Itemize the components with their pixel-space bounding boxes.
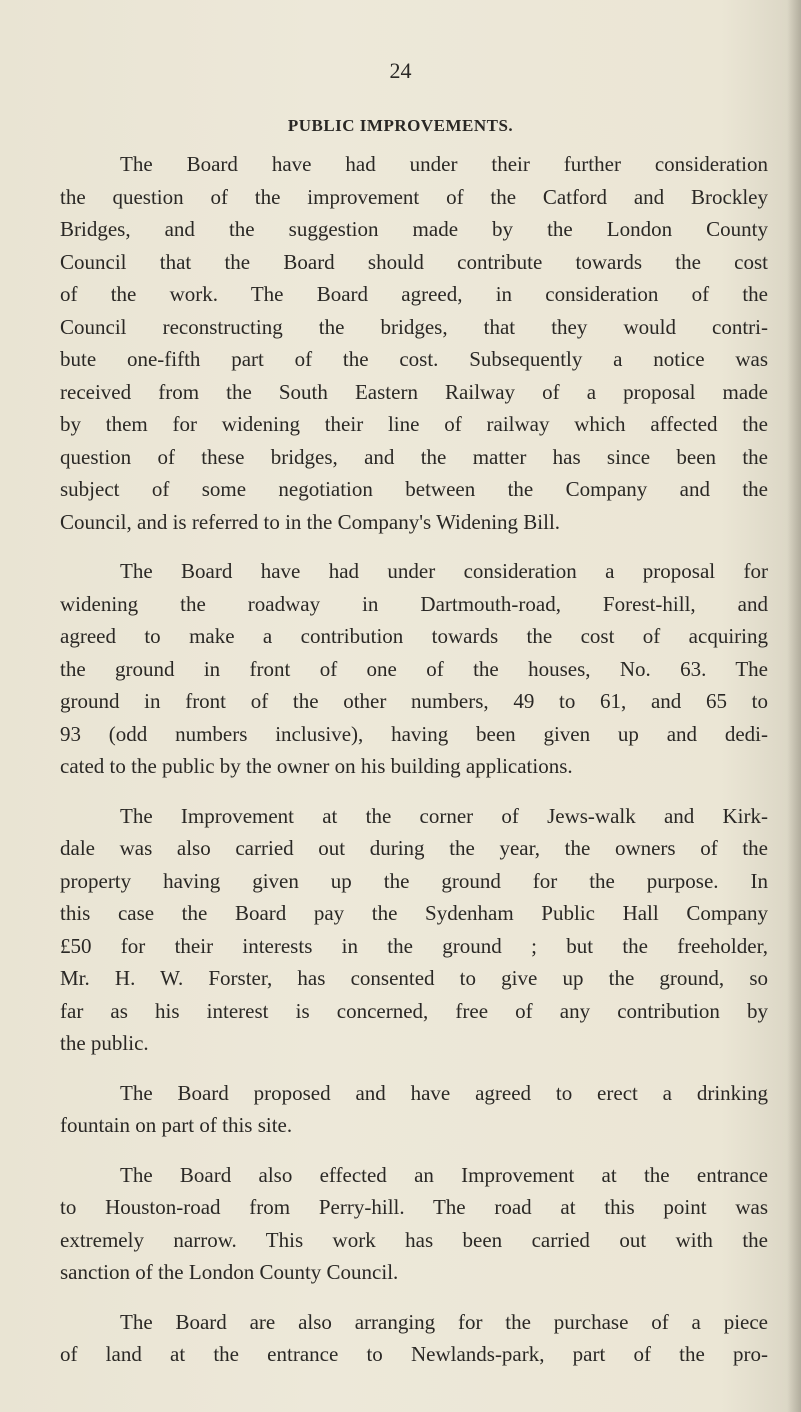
text-line: extremely narrow. This work has been carried out with the xyxy=(60,1227,768,1252)
text-line: Council, and is referred to in the Company's Widening Bill. xyxy=(60,509,561,534)
paragraph-newlands-park xyxy=(60,1306,768,1371)
text-line: 93 (odd numbers inclusive), having been given up and dedi- xyxy=(60,721,768,746)
paragraph-dartmouth-road xyxy=(60,555,768,783)
text-line: this case the Board pay the Sydenham Public Hall Company xyxy=(60,901,768,925)
text-line: The Board also effected an Improvement at the entrance xyxy=(120,1162,768,1187)
text-line: property having given up the ground for the purpose. In xyxy=(60,868,768,893)
text-line: of land at the entrance to Newlands-park, part of the pro- xyxy=(60,1342,768,1366)
section-heading: PUBLIC IMPROVEMENTS. xyxy=(287,116,514,135)
text-line: The Board have had under consideration a proposal for xyxy=(120,559,768,583)
paragraph-houston-road xyxy=(60,1159,768,1289)
text-line: subject of some negotiation between the Company and the xyxy=(60,477,768,501)
text-line: Council that the Board should contribute towards the cost xyxy=(60,249,768,274)
text-line: sanction of the London County Council. xyxy=(60,1260,399,1284)
text-line: widening the roadway in Dartmouth-road, Forest-hill, and xyxy=(60,591,768,616)
page-edge-shadow xyxy=(787,0,801,1412)
text-line: The Board have had under their further consideration xyxy=(120,152,768,176)
text-line: of the work. The Board agreed, in consideration of the xyxy=(60,282,768,306)
text-line: agreed to make a contribution towards the cost of acquiring xyxy=(60,624,768,648)
text-line: fountain on part of this site. xyxy=(60,1113,293,1137)
text-line: dale was also carried out during the year, the owners of the xyxy=(60,836,768,860)
text-line: the question of the improvement of the Catford and Brockley xyxy=(60,184,768,209)
text-line: £50 for their interests in the ground ; but the freeholder, xyxy=(60,933,768,958)
paragraph-jews-walk xyxy=(60,800,768,1060)
text-line: Bridges, and the suggestion made by the London County xyxy=(60,217,768,241)
text-line: received from the South Eastern Railway of a proposal made xyxy=(60,379,768,404)
paragraph-catford-brockley-bridges xyxy=(60,148,768,538)
paragraph-drinking-fountain xyxy=(60,1077,768,1142)
text-line: the ground in front of one of the houses, No. 63. The xyxy=(60,656,768,681)
text-line: cated to the public by the owner on his building applications. xyxy=(60,754,573,778)
text-line: question of these bridges, and the matter has since been the xyxy=(60,444,768,469)
text-line: Council reconstructing the bridges, that they would contri- xyxy=(60,314,768,339)
text-line: far as his interest is concerned, free of any contribution by xyxy=(60,998,768,1023)
text-line: to Houston-road from Perry-hill. The road at this point was xyxy=(60,1195,768,1219)
text-line: ground in front of the other numbers, 49 to 61, and 65 to xyxy=(60,689,768,713)
body-text xyxy=(60,148,768,1388)
text-line: the public. xyxy=(60,1031,149,1055)
page-number: 24 xyxy=(389,58,412,83)
text-line: The Improvement at the corner of Jews-walk and Kirk- xyxy=(120,803,768,828)
text-line: by them for widening their line of railway which affected the xyxy=(60,412,768,436)
text-line: bute one-fifth part of the cost. Subsequently a notice was xyxy=(60,347,768,371)
text-line: The Board proposed and have agreed to erect a drinking xyxy=(120,1080,768,1105)
text-line: The Board are also arranging for the purchase of a piece xyxy=(120,1309,768,1334)
text-line: Mr. H. W. Forster, has consented to give up the ground, so xyxy=(60,966,768,990)
